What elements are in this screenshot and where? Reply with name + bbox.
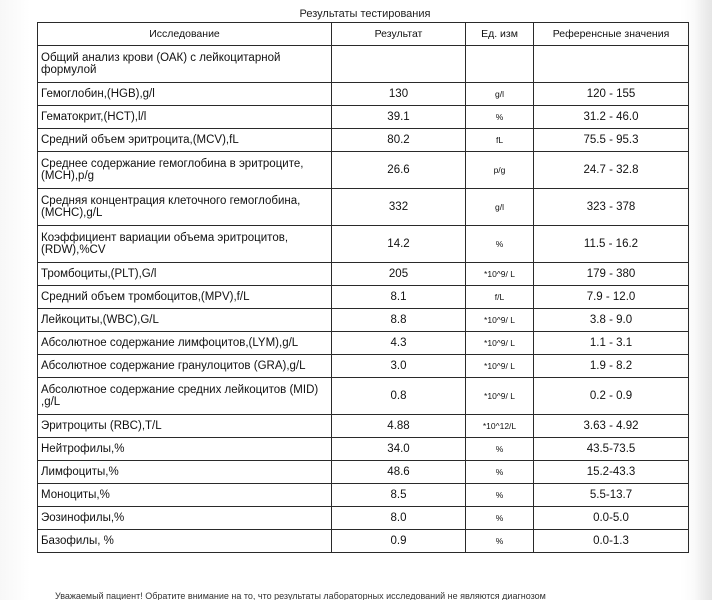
row-unit: %: [466, 438, 534, 461]
row-reference: 120 - 155: [534, 83, 689, 106]
row-test-name: Средняя концентрация клеточного гемоглобина, (MCHC),g/L: [38, 189, 332, 226]
table-row: [38, 415, 689, 438]
row-test-name: Лейкоциты,(WBC),G/L: [38, 309, 332, 332]
row-result: 0.8: [332, 378, 466, 415]
row-test-name: Средний объем эритроцита,(MCV),fL: [38, 129, 332, 152]
row-result: 80.2: [332, 129, 466, 152]
section-title: Общий анализ крови (ОАК) с лейкоцитарной формулой: [38, 46, 332, 83]
table-header-row: [38, 23, 689, 46]
row-unit: %: [466, 461, 534, 484]
table-row: [38, 189, 689, 226]
row-test-name: Абсолютное содержание средних лейкоцитов (MID) ,g/L: [38, 378, 332, 415]
row-test-name: Средний объем тромбоцитов,(MPV),f/L: [38, 286, 332, 309]
table-row: [38, 461, 689, 484]
results-table: [37, 22, 689, 553]
table-row: [38, 507, 689, 530]
row-result: 0.9: [332, 530, 466, 553]
row-test-name: Коэффициент вариации объема эритроцитов, (RDW),%CV: [38, 226, 332, 263]
row-test-name: Нейтрофилы,%: [38, 438, 332, 461]
row-reference: 0.2 - 0.9: [534, 378, 689, 415]
row-result: 130: [332, 83, 466, 106]
section-empty-cell: [466, 46, 534, 83]
row-reference: 179 - 380: [534, 263, 689, 286]
row-result: 8.1: [332, 286, 466, 309]
row-result: 48.6: [332, 461, 466, 484]
row-unit: g/l: [466, 83, 534, 106]
row-reference: 7.9 - 12.0: [534, 286, 689, 309]
row-unit: g/l: [466, 189, 534, 226]
row-result: 332: [332, 189, 466, 226]
row-unit: %: [466, 507, 534, 530]
row-unit: *10^9/ L: [466, 378, 534, 415]
row-unit: %: [466, 106, 534, 129]
row-result: 26.6: [332, 152, 466, 189]
page-edge-shadow: [694, 0, 712, 600]
row-reference: 43.5-73.5: [534, 438, 689, 461]
table-row: [38, 263, 689, 286]
row-unit: %: [466, 484, 534, 507]
row-reference: 3.63 - 4.92: [534, 415, 689, 438]
row-unit: *10^9/ L: [466, 355, 534, 378]
header-reference: Референсные значения: [534, 23, 689, 46]
row-result: 4.3: [332, 332, 466, 355]
row-unit: %: [466, 226, 534, 263]
row-unit: *10^9/ L: [466, 263, 534, 286]
header-result: Результат: [332, 23, 466, 46]
table-row: [38, 355, 689, 378]
table-row: [38, 378, 689, 415]
row-result: 8.0: [332, 507, 466, 530]
row-test-name: Эритроциты (RBC),T/L: [38, 415, 332, 438]
row-test-name: Тромбоциты,(PLT),G/l: [38, 263, 332, 286]
table-row: [38, 129, 689, 152]
row-reference: 3.8 - 9.0: [534, 309, 689, 332]
row-reference: 24.7 - 32.8: [534, 152, 689, 189]
section-empty-cell: [534, 46, 689, 83]
table-row: [38, 332, 689, 355]
row-result: 8.5: [332, 484, 466, 507]
row-reference: 5.5-13.7: [534, 484, 689, 507]
row-unit: fL: [466, 129, 534, 152]
row-reference: 0.0-5.0: [534, 507, 689, 530]
document-title: Результаты тестирования: [299, 8, 431, 20]
row-result: 205: [332, 263, 466, 286]
table-row: [38, 152, 689, 189]
table-row: [38, 484, 689, 507]
footer-note: Уважаемый пациент! Обратите внимание на то, что результаты лабораторных исследований не являются диагнозом: [55, 591, 546, 600]
row-unit: p/g: [466, 152, 534, 189]
row-reference: 11.5 - 16.2: [534, 226, 689, 263]
row-reference: 31.2 - 46.0: [534, 106, 689, 129]
row-result: 4.88: [332, 415, 466, 438]
row-test-name: Эозинофилы,%: [38, 507, 332, 530]
row-unit: *10^12/L: [466, 415, 534, 438]
row-unit: *10^9/ L: [466, 309, 534, 332]
row-result: 14.2: [332, 226, 466, 263]
table-row: [38, 226, 689, 263]
row-test-name: Среднее содержание гемоглобина в эритроците, (MCH),p/g: [38, 152, 332, 189]
row-result: 39.1: [332, 106, 466, 129]
row-test-name: Базофилы, %: [38, 530, 332, 553]
row-test-name: Абсолютное содержание гранулоцитов (GRA),g/L: [38, 355, 332, 378]
row-unit: f/L: [466, 286, 534, 309]
row-result: 8.8: [332, 309, 466, 332]
row-reference: 0.0-1.3: [534, 530, 689, 553]
row-test-name: Абсолютное содержание лимфоцитов,(LYM),g/L: [38, 332, 332, 355]
section-empty-cell: [332, 46, 466, 83]
row-reference: 15.2-43.3: [534, 461, 689, 484]
table-row: [38, 83, 689, 106]
row-unit: %: [466, 530, 534, 553]
row-unit: *10^9/ L: [466, 332, 534, 355]
header-unit: Ед. изм: [466, 23, 534, 46]
table-row: [38, 530, 689, 553]
row-result: 3.0: [332, 355, 466, 378]
section-row: [38, 46, 689, 83]
row-test-name: Гематокрит,(HCT),l/l: [38, 106, 332, 129]
table-row: [38, 106, 689, 129]
header-test: Исследование: [38, 23, 332, 46]
row-reference: 75.5 - 95.3: [534, 129, 689, 152]
row-test-name: Лимфоциты,%: [38, 461, 332, 484]
row-test-name: Моноциты,%: [38, 484, 332, 507]
row-result: 34.0: [332, 438, 466, 461]
table-row: [38, 309, 689, 332]
row-reference: 1.1 - 3.1: [534, 332, 689, 355]
row-reference: 1.9 - 8.2: [534, 355, 689, 378]
table-row: [38, 286, 689, 309]
row-test-name: Гемоглобин,(HGB),g/l: [38, 83, 332, 106]
row-reference: 323 - 378: [534, 189, 689, 226]
table-row: [38, 438, 689, 461]
